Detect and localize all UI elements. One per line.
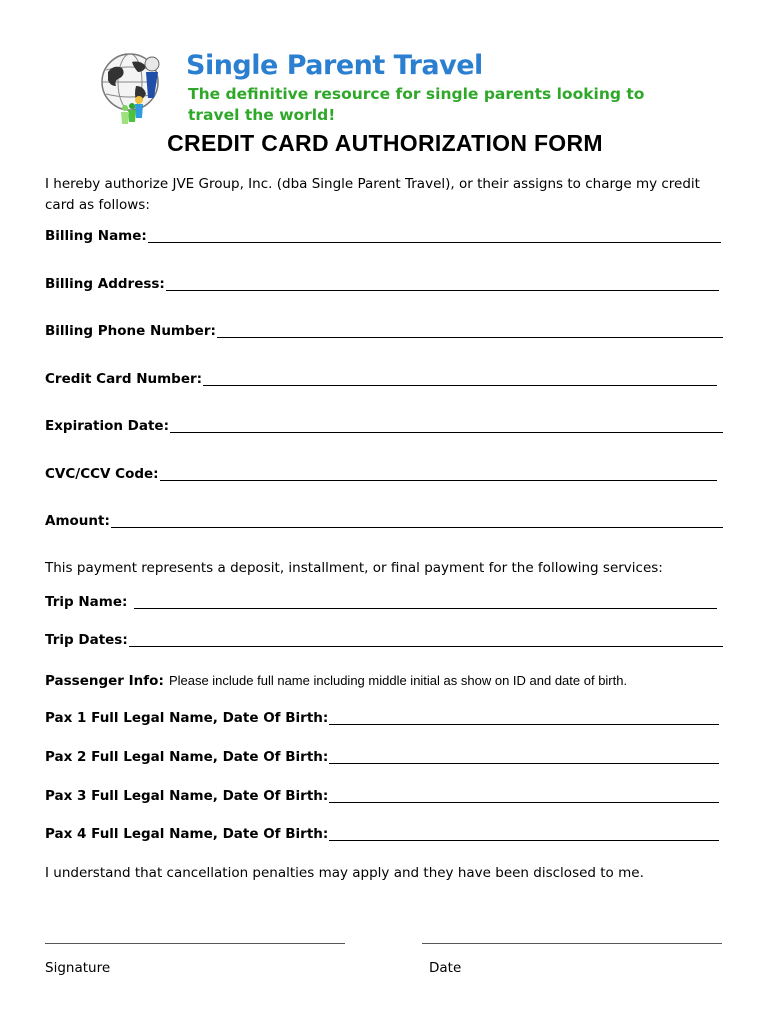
billing-phone-field[interactable] [45, 321, 723, 341]
amount-field[interactable] [45, 511, 723, 531]
billing-phone-line[interactable] [217, 324, 723, 338]
pax4-line[interactable] [329, 827, 719, 841]
billing-address-field[interactable] [45, 274, 719, 294]
cvc-field[interactable] [45, 464, 717, 484]
payment-statement: This payment represents a deposit, installment, or final payment for the following services: [45, 560, 663, 576]
trip-name-field[interactable] [45, 592, 717, 612]
date-label: Date [429, 960, 462, 976]
trip-dates-line[interactable] [129, 633, 723, 647]
passenger-info-note: Please include full name including middle initial as show on ID and date of birth. [168, 673, 628, 688]
card-number-line[interactable] [203, 372, 717, 386]
expiration-label: Expiration Date: [45, 418, 169, 434]
intro-text: I hereby authorize JVE Group, Inc. (dba Single Parent Travel), or their assigns to charge my credit card as follows: [45, 176, 700, 213]
date-line[interactable] [422, 943, 722, 944]
pax1-line[interactable] [329, 711, 719, 725]
expiration-field[interactable] [45, 416, 723, 436]
pax2-field[interactable] [45, 747, 719, 767]
pax3-line[interactable] [329, 789, 719, 803]
billing-name-line[interactable] [148, 229, 721, 243]
expiration-line[interactable] [170, 419, 723, 433]
billing-phone-label: Billing Phone Number: [45, 323, 216, 339]
pax1-field[interactable] [45, 708, 719, 728]
cancellation-statement: I understand that cancellation penalties may apply and they have been disclosed to me. [45, 865, 644, 881]
amount-line[interactable] [111, 514, 723, 528]
trip-dates-field[interactable] [45, 630, 723, 650]
passenger-info [45, 670, 627, 689]
cvc-label: CVC/CCV Code: [45, 466, 159, 482]
passenger-info-label: Passenger Info: [45, 673, 164, 689]
billing-name-field[interactable] [45, 226, 721, 246]
brand-title: Single Parent Travel [186, 50, 483, 81]
billing-address-label: Billing Address: [45, 276, 165, 292]
form-title: CREDIT CARD AUTHORIZATION FORM [167, 130, 603, 156]
card-number-label: Credit Card Number: [45, 371, 203, 387]
pax4-field[interactable] [45, 824, 719, 844]
amount-label: Amount: [45, 513, 110, 529]
signature-label: Signature [45, 960, 111, 976]
pax2-line[interactable] [329, 750, 719, 764]
cvc-line[interactable] [160, 467, 717, 481]
brand-tagline: The definitive resource for single parents looking to travel the world! [188, 85, 645, 124]
pax2-label: Pax 2 Full Legal Name, Date Of Birth: [45, 749, 329, 765]
billing-address-line[interactable] [166, 277, 719, 291]
pax4-label: Pax 4 Full Legal Name, Date Of Birth: [45, 826, 329, 842]
pax3-field[interactable] [45, 786, 719, 806]
pax3-label: Pax 3 Full Legal Name, Date Of Birth: [45, 788, 329, 804]
card-number-field[interactable] [45, 369, 717, 389]
signature-line[interactable] [45, 943, 345, 944]
billing-name-label: Billing Name: [45, 228, 147, 244]
pax1-label: Pax 1 Full Legal Name, Date Of Birth: [45, 710, 329, 726]
globe-family-logo-icon [96, 48, 176, 128]
trip-name-label: Trip Name: [45, 594, 128, 610]
trip-name-line[interactable] [134, 595, 717, 609]
trip-dates-label: Trip Dates: [45, 632, 128, 648]
